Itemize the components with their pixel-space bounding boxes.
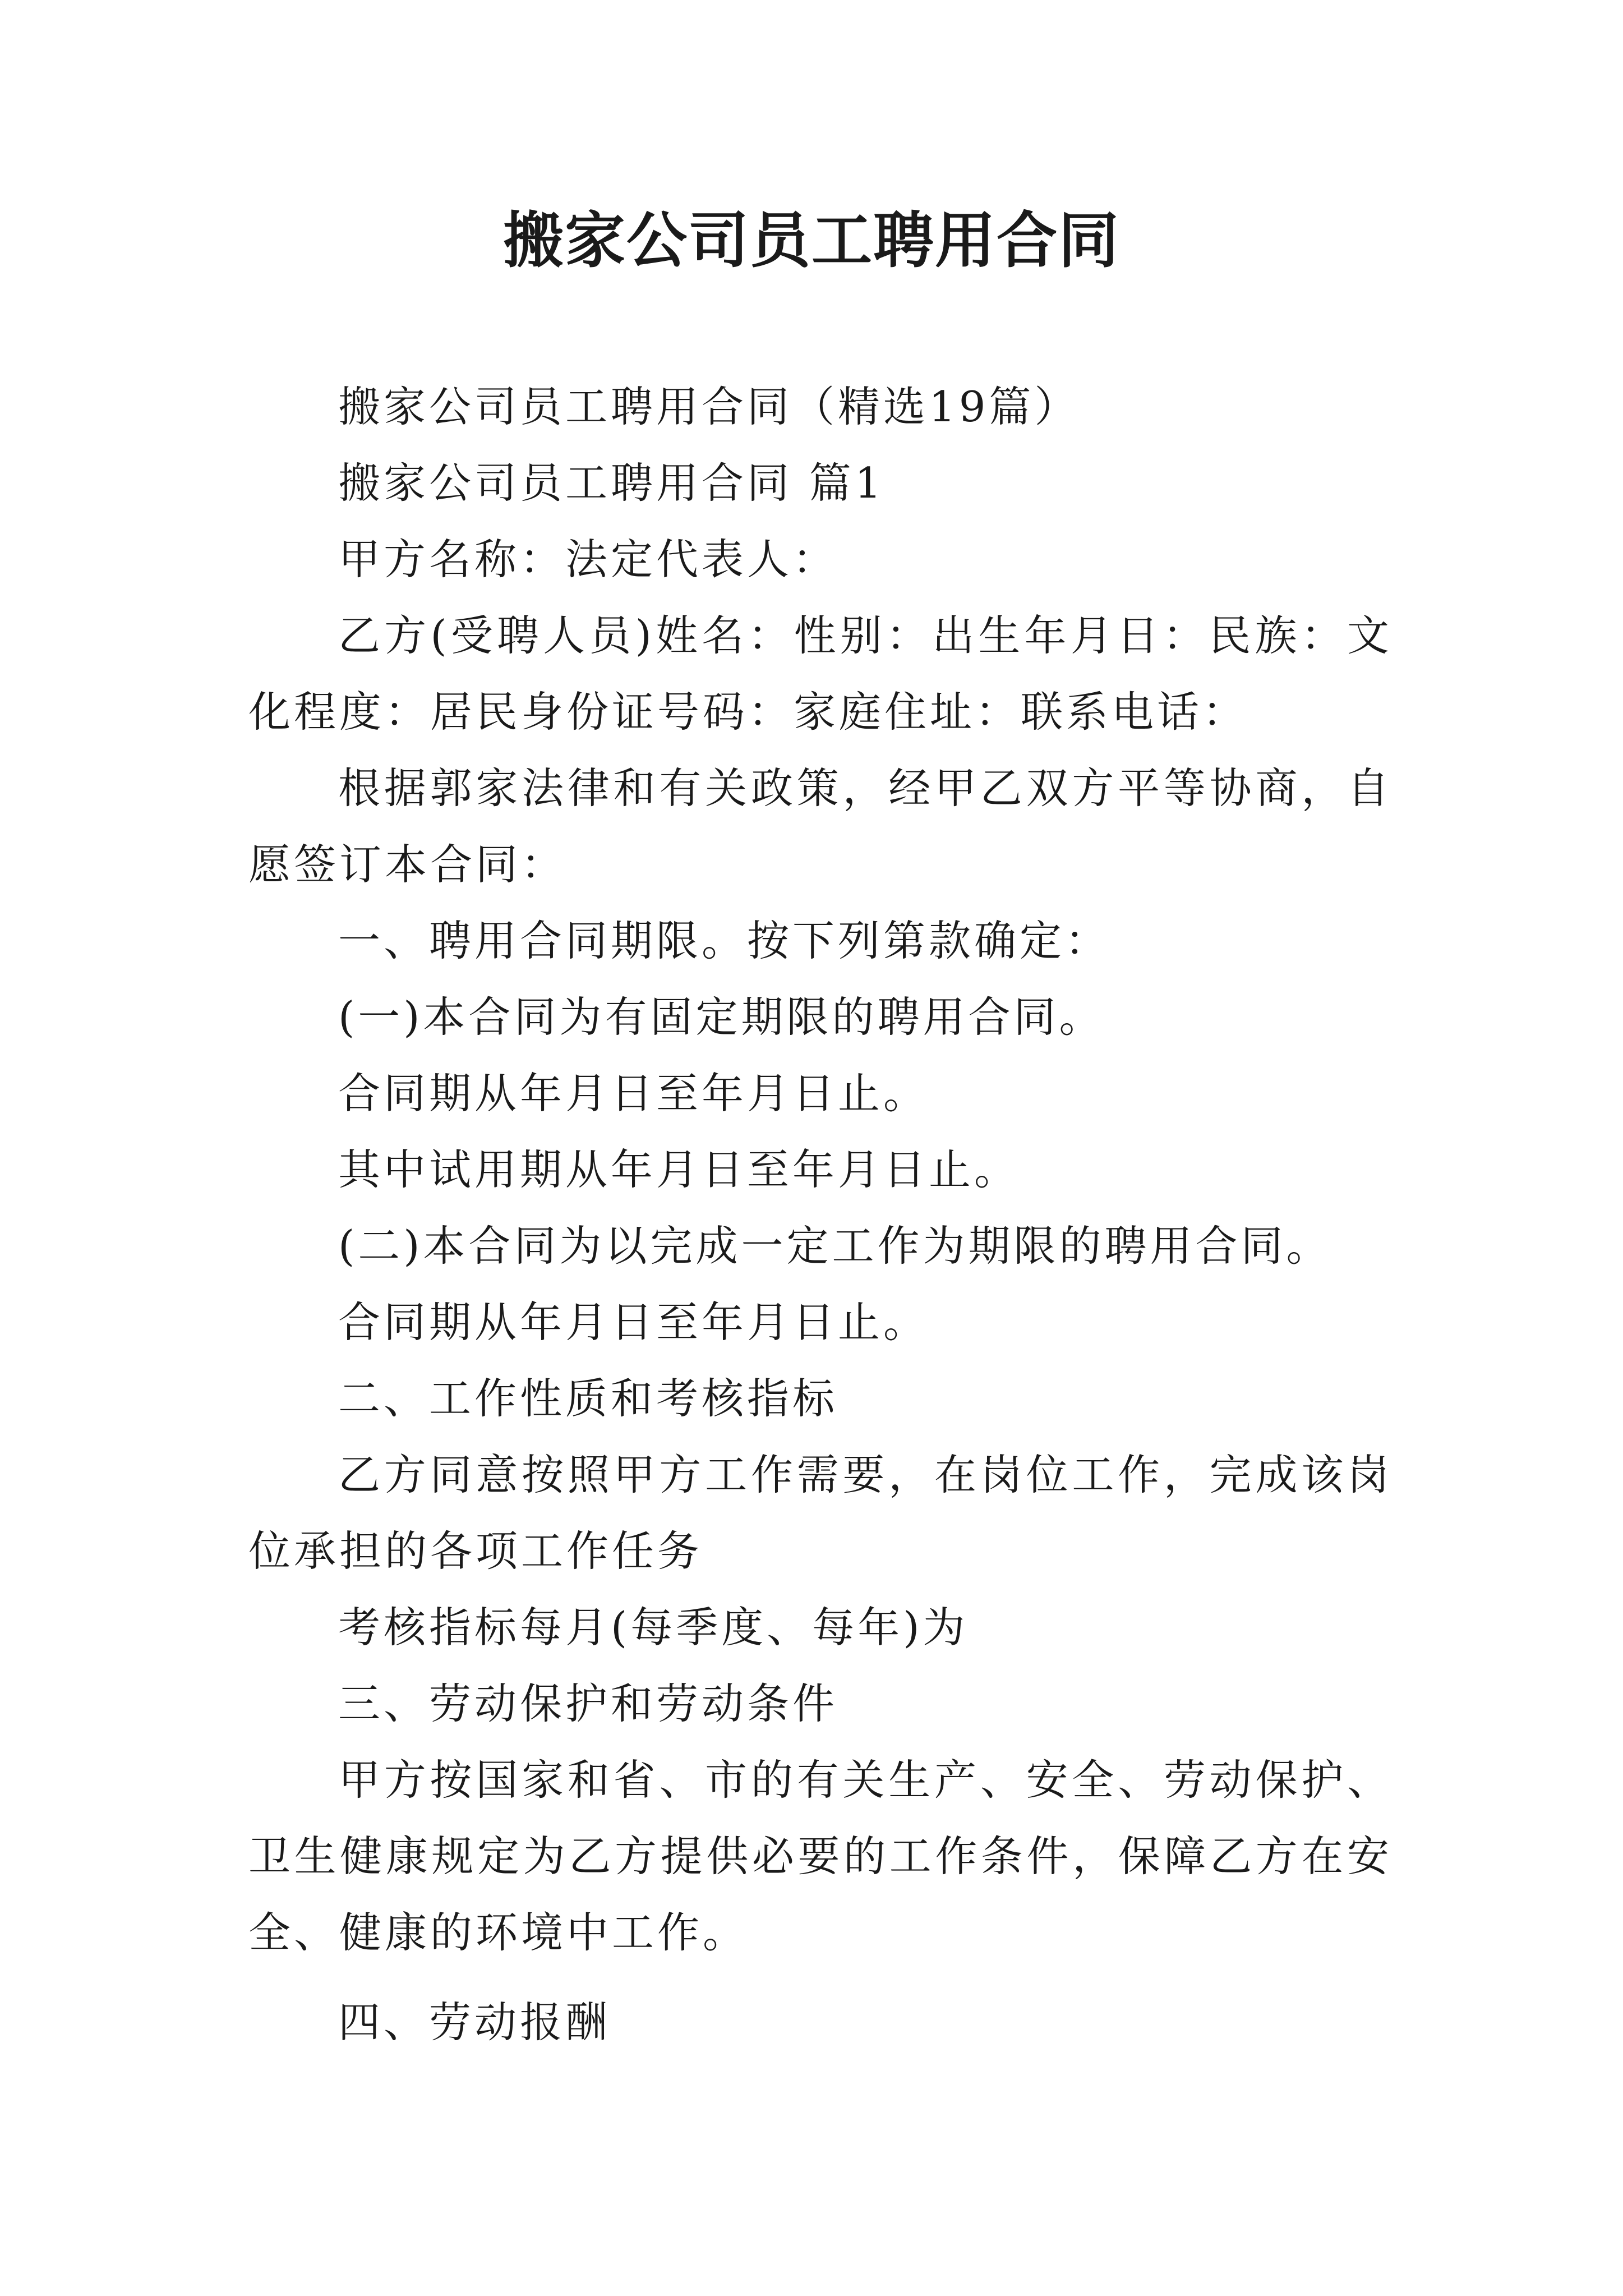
paragraph-preamble: 根据郭家法律和有关政策，经甲乙双方平等协商，自愿签订本合同： — [248, 763, 1393, 889]
paragraph-clause-2: 二、工作性质和考核指标 — [338, 1374, 838, 1423]
paragraph-party-b: 乙方(受聘人员)姓名：性别：出生年月日：民族：文化程度：居民身份证号码：家庭住址：联系电话： — [248, 611, 1393, 737]
paragraph-party-a: 甲方名称：法定代表人： — [338, 535, 838, 584]
paragraph-clause-4: 四、劳动报酬 — [338, 1998, 611, 2047]
paragraph-clause-1-1: (一)本合同为有固定期限的聘用合同。 — [338, 992, 1105, 1042]
document-title: 搬家公司员工聘用合同 — [502, 206, 1120, 276]
paragraph-section-heading: 搬家公司员工聘用合同 篇1 — [338, 458, 885, 508]
paragraph-assessment: 考核指标每月(每季度、每年)为 — [338, 1603, 969, 1652]
paragraph-subtitle: 搬家公司员工聘用合同（精选19篇） — [338, 382, 1080, 431]
paragraph-clause-1-2: (二)本合同为以完成一定工作为期限的聘用合同。 — [338, 1221, 1332, 1271]
document-body — [248, 369, 1393, 2060]
paragraph-clause-1: 一、聘用合同期限。按下列第款确定： — [338, 916, 1111, 965]
paragraph-job-duties: 乙方同意按照甲方工作需要，在岗位工作，完成该岗位承担的各项工作任务 — [248, 1450, 1393, 1576]
paragraph-clause-3: 三、劳动保护和劳动条件 — [338, 1679, 838, 1728]
paragraph-term-period-2: 合同期从年月日至年月日止。 — [338, 1297, 929, 1347]
paragraph-term-period: 合同期从年月日至年月日止。 — [338, 1069, 929, 1118]
paragraph-working-conditions: 甲方按国家和省、市的有关生产、安全、劳动保护、卫生健康规定为乙方提供必要的工作条件，保障乙方在安全、健康的环境中工作。 — [248, 1755, 1393, 1957]
paragraph-probation-period: 其中试用期从年月日至年月日止。 — [338, 1145, 1020, 1194]
